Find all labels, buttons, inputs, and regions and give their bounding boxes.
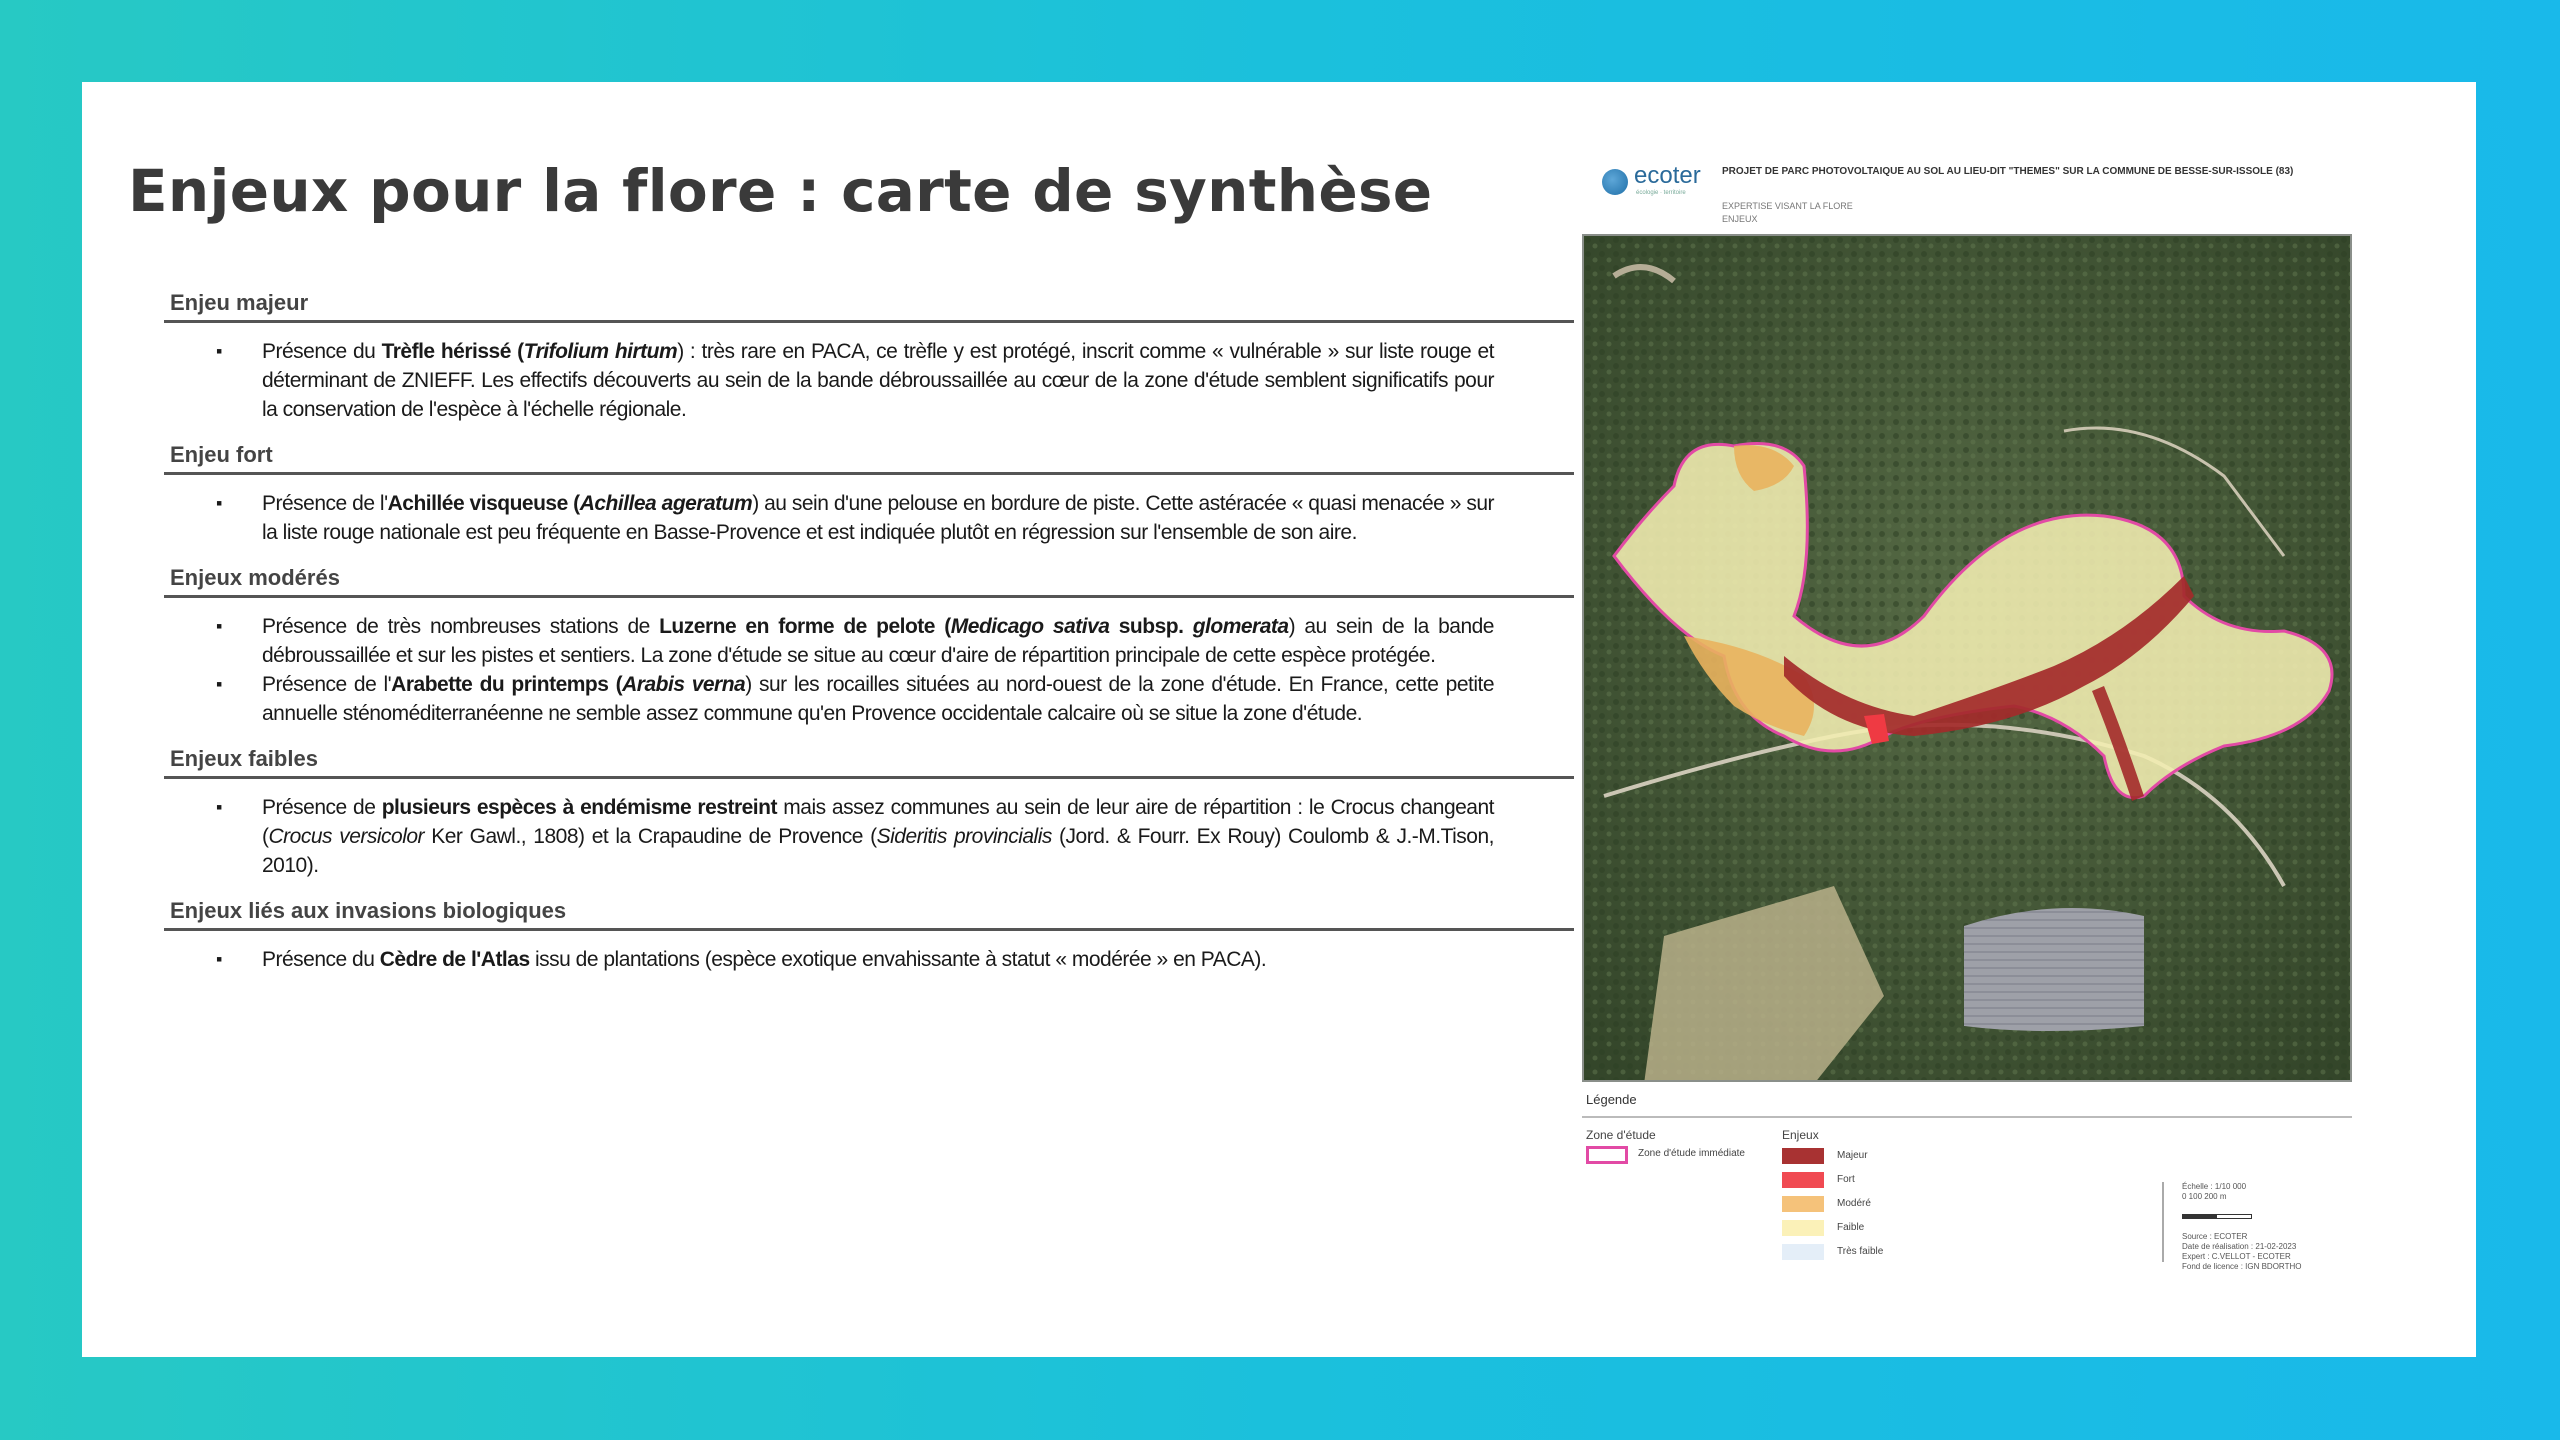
legend-label: Fort [1837, 1174, 1855, 1185]
page-title: Enjeux pour la flore : carte de synthèse [128, 157, 1433, 225]
bullet-list [164, 323, 1494, 424]
list-item: ▪ Présence du Cèdre de l'Atlas issu de plantations (espèce exotique envahissante à statut « modérée » en PACA). [216, 945, 1494, 974]
section-heading: Enjeux modérés [164, 565, 1574, 598]
source-label: Source : ECOTER [2182, 1232, 2248, 1241]
map-svg [1584, 236, 2352, 1082]
legend-divider [1582, 1116, 2352, 1118]
bullet-list [164, 779, 1494, 880]
list-item: ▪ Présence de très nombreuses stations de Luzerne en forme de pelote (Medicago sativa subsp. glomerata) au sein de la bande débroussaillée et sur les pistes et sentiers. La zone d'étude se situe au cœur d'aire de répartition principale de cette espèce protégée. [216, 612, 1494, 670]
map-legend [1582, 1092, 2352, 1292]
map-panel [1572, 142, 2432, 1362]
date-label: Date de réalisation : 21-02-2023 [2182, 1242, 2297, 1251]
north-arrow-icon [2162, 1182, 2168, 1262]
section-heading: Enjeu majeur [164, 290, 1574, 323]
scale-and-source [2182, 1182, 2342, 1292]
map-subtitle: EXPERTISE VISANT LA FLORE ENJEUX [1722, 201, 1853, 224]
list-item: ▪ Présence de l'Achillée visqueuse (Achillea ageratum) au sein d'une pelouse en bordure de piste. Cette astéracée « quasi menacée » sur la liste rouge nationale est peu fréquente en Basse-Provence et est indiquée plutôt en régression sur l'ensemble de son aire. [216, 489, 1494, 547]
map-project-title: PROJET DE PARC PHOTOVOLTAIQUE AU SOL AU LIEU-DIT "THEMES" SUR LA COMMUNE DE BESSE-SUR-ISSOLE (83) [1722, 166, 2294, 177]
vineyard-area [1964, 908, 2144, 1031]
legend-zone-title: Zone d'étude [1586, 1128, 1656, 1142]
list-item: ▪ Présence du Trèfle hérissé (Trifolium hirtum) : très rare en PACA, ce trèfle y est protégé, inscrit comme « vulnérable » sur liste rouge et déterminant de ZNIEFF. Les effectifs découverts au sein de la bande débroussaillée au cœur de la zone d'étude semblent significatifs pour la conservation de l'espèce à l'échelle régionale. [216, 337, 1494, 424]
logo-text: ecoter [1634, 162, 1701, 189]
section-enjeu-majeur [164, 290, 1574, 424]
section-heading: Enjeu fort [164, 442, 1574, 475]
section-enjeux-moderes [164, 565, 1574, 728]
legend-zone-swatch [1586, 1146, 1628, 1164]
aerial-map [1582, 234, 2352, 1082]
document-body [164, 290, 1574, 992]
legend-title: Légende [1586, 1092, 1637, 1107]
background-label: Fond de licence : IGN BDORTHO [2182, 1262, 2302, 1271]
logo-subtext: écologie · territoire [1636, 190, 1686, 196]
legend-swatch [1782, 1172, 1824, 1188]
bullet-list [164, 931, 1494, 974]
slide [82, 82, 2476, 1357]
legend-swatch [1782, 1244, 1824, 1260]
legend-swatch [1782, 1196, 1824, 1212]
bullet-list [164, 475, 1494, 547]
legend-label: Majeur [1837, 1150, 1868, 1161]
section-heading: Enjeux liés aux invasions biologiques [164, 898, 1574, 931]
legend-zone-label: Zone d'étude immédiate [1638, 1148, 1745, 1159]
section-enjeux-invasions [164, 898, 1574, 974]
legend-label: Faible [1837, 1222, 1865, 1233]
list-item: ▪ Présence de plusieurs espèces à endémisme restreint mais assez communes au sein de leur aire de répartition : le Crocus changeant (Crocus versicolor Ker Gawl., 1808) et la Crapaudine de Provence (Sideritis provincialis (Jord. & Fourr. Ex Rouy) Coulomb & J.-M.Tison, 2010). [216, 793, 1494, 880]
bullet-list [164, 598, 1494, 728]
section-enjeux-faibles [164, 746, 1574, 880]
legend-label: Modéré [1837, 1198, 1871, 1209]
legend-enjeux-title: Enjeux [1782, 1128, 1819, 1142]
legend-swatch [1782, 1220, 1824, 1236]
legend-label: Très faible [1837, 1246, 1884, 1257]
legend-swatch [1782, 1148, 1824, 1164]
scale-label: Échelle : 1/10 000 [2182, 1182, 2247, 1191]
section-heading: Enjeux faibles [164, 746, 1574, 779]
list-item: ▪ Présence de l'Arabette du printemps (Arabis verna) sur les rocailles situées au nord-ouest de la zone d'étude. En France, cette petite annuelle sténoméditerranéenne ne semble assez commune qu'en Provence occidentale calcaire où se situe la zone d'étude. [216, 670, 1494, 728]
expert-label: Expert : C.VELLOT - ECOTER [2182, 1252, 2291, 1261]
section-enjeu-fort [164, 442, 1574, 547]
map-header [1572, 154, 2352, 229]
ecoter-logo-icon [1602, 169, 1628, 195]
scale-bar [2182, 1214, 2252, 1219]
scale-ticks: 0 100 200 m [2182, 1192, 2227, 1201]
